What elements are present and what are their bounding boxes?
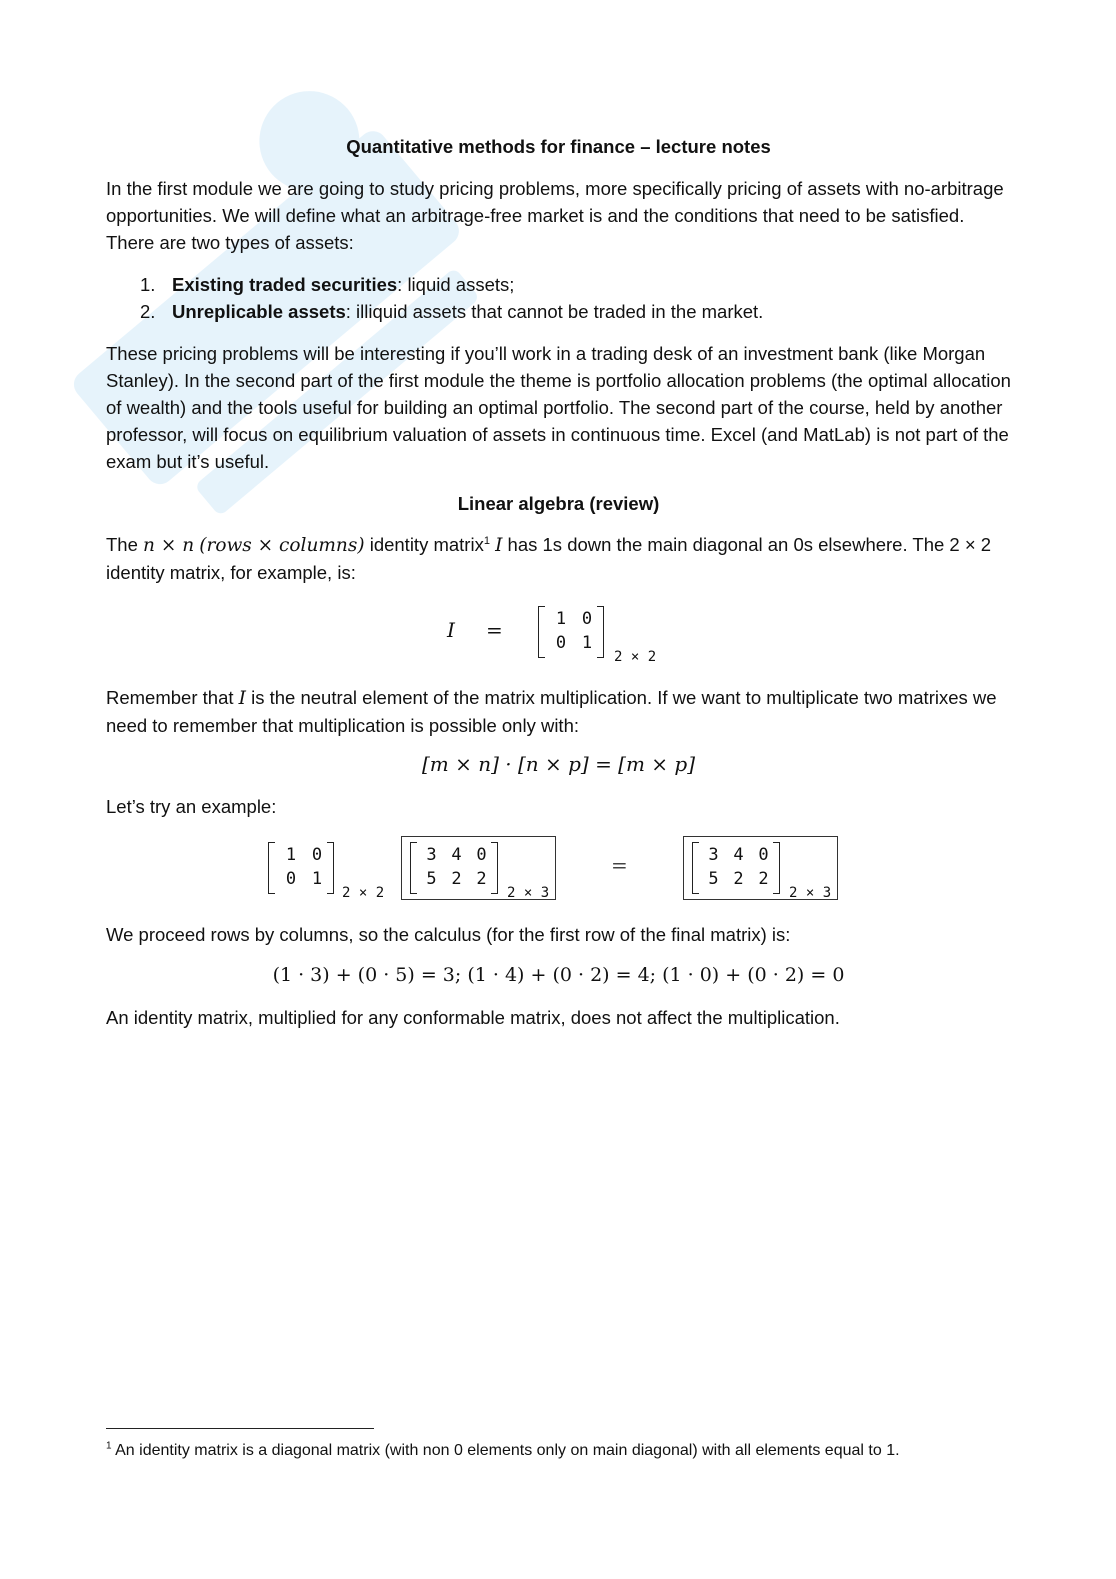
matrix-c-dim: 2 × 3 bbox=[789, 885, 832, 901]
list-desc: : liquid assets; bbox=[397, 274, 515, 295]
section-title: Linear algebra (review) bbox=[457, 493, 660, 514]
matrix-cell: 2 bbox=[733, 869, 744, 889]
matrix-cell: 0 bbox=[555, 633, 567, 653]
list-term: Unreplicable assets bbox=[172, 301, 346, 322]
matrix-b bbox=[410, 842, 498, 892]
matrix-cell: 1 bbox=[311, 869, 323, 889]
matrix-cell: 4 bbox=[451, 845, 462, 865]
footnote-text: An identity matrix is a diagonal matrix (with non 0 elements only on main diagonal) with all elements equal to 1. bbox=[111, 1442, 900, 1459]
matrix-cell: 1 bbox=[285, 845, 297, 865]
math-rows-columns: (rows × columns) bbox=[199, 535, 365, 556]
matrix-c bbox=[692, 842, 780, 892]
identity-matrix bbox=[538, 606, 604, 656]
matrix-a bbox=[268, 842, 334, 892]
pricing-paragraph: These pricing problems will be interesting if you’ll work in a trading desk of an investment bank (like Morgan Stanley). In the second part of the first module the theme is portfolio allocation problems (the optimal allocation of wealth) and the tools useful for building an optimal portfolio. The second part of the course, held by another professor, will focus on equilibrium valuation of assets in continuous time. Excel (and MatLab) is not part of the exam but it’s useful. bbox=[106, 343, 1011, 472]
matrix-a-dim: 2 × 2 bbox=[342, 885, 385, 901]
list-number: 1. bbox=[140, 274, 156, 295]
matrix-cell: 5 bbox=[708, 869, 719, 889]
example-intro: Let’s try an example: bbox=[106, 796, 277, 817]
matrix-cell: 2 bbox=[451, 869, 462, 889]
math-I: I bbox=[495, 535, 503, 556]
page-title: Quantitative methods for finance – lecture notes bbox=[346, 136, 771, 157]
list-term: Existing traded securities bbox=[172, 274, 398, 295]
matrix-cell: 5 bbox=[426, 869, 437, 889]
identity-equals: = bbox=[486, 618, 503, 642]
matrix-cell: 0 bbox=[581, 609, 593, 629]
matrix-cell: 0 bbox=[758, 845, 769, 865]
conclusion-paragraph: An identity matrix, multiplied for any conformable matrix, does not affect the multiplication. bbox=[106, 1007, 840, 1028]
example-equals: = bbox=[611, 853, 628, 877]
matrix-cell: 4 bbox=[733, 845, 744, 865]
identity-dim: 2 × 2 bbox=[614, 649, 657, 665]
math-I: I bbox=[238, 688, 246, 709]
matrix-b-dim: 2 × 3 bbox=[507, 885, 550, 901]
math-n-by-n: n × n bbox=[143, 535, 195, 556]
footnote-ref: 1 bbox=[483, 534, 490, 547]
matrix-cell: 0 bbox=[285, 869, 297, 889]
footnote-separator bbox=[106, 1428, 374, 1429]
footnote-number: 1 bbox=[106, 1440, 112, 1452]
matrix-cell: 1 bbox=[581, 633, 593, 653]
list-desc: : illiquid assets that cannot be traded in the market. bbox=[345, 301, 764, 322]
calculus-equation: (1 · 3) + (0 · 5) = 3; (1 · 4) + (0 · 2) = 4; (1 · 0) + (0 · 2) = 0 bbox=[272, 964, 845, 986]
intro-paragraph: In the first module we are going to study pricing problems, more specifically pricing of assets with no-arbitrage opportunities. We will define what an arbitrage-free market is and the conditions that need to be satisfied. There are two types of assets: bbox=[106, 178, 1004, 253]
matrix-cell: 0 bbox=[476, 845, 487, 865]
identity-paragraph: The n × n (rows × columns) identity matrix$^1$ I has 1s down the main diagonal an 0s elsewhere. The 2 × 2 identity matrix, for example, is: bbox=[106, 534, 992, 583]
matrix-cell: 3 bbox=[426, 845, 437, 865]
remember-paragraph: Remember that I is the neutral element of the matrix multiplication. If we want to multiplicate two matrixes we need to remember that multiplication is possible only with: bbox=[106, 687, 997, 736]
identity-lhs: I bbox=[447, 618, 455, 642]
matrix-cell: 2 bbox=[758, 869, 769, 889]
multiplication-rule: [m × n] · [n × p] = [m × p] bbox=[421, 752, 696, 776]
matrix-cell: 3 bbox=[708, 845, 719, 865]
assets-list-item-2 bbox=[140, 298, 1000, 325]
proceed-paragraph: We proceed rows by columns, so the calculus (for the first row of the final matrix) is: bbox=[106, 924, 791, 945]
matrix-cell: 0 bbox=[311, 845, 323, 865]
list-number: 2. bbox=[140, 301, 156, 322]
assets-list-item-1 bbox=[140, 271, 1000, 298]
matrix-cell: 1 bbox=[555, 609, 567, 629]
matrix-cell: 2 bbox=[476, 869, 487, 889]
footnote bbox=[106, 1440, 1026, 1462]
